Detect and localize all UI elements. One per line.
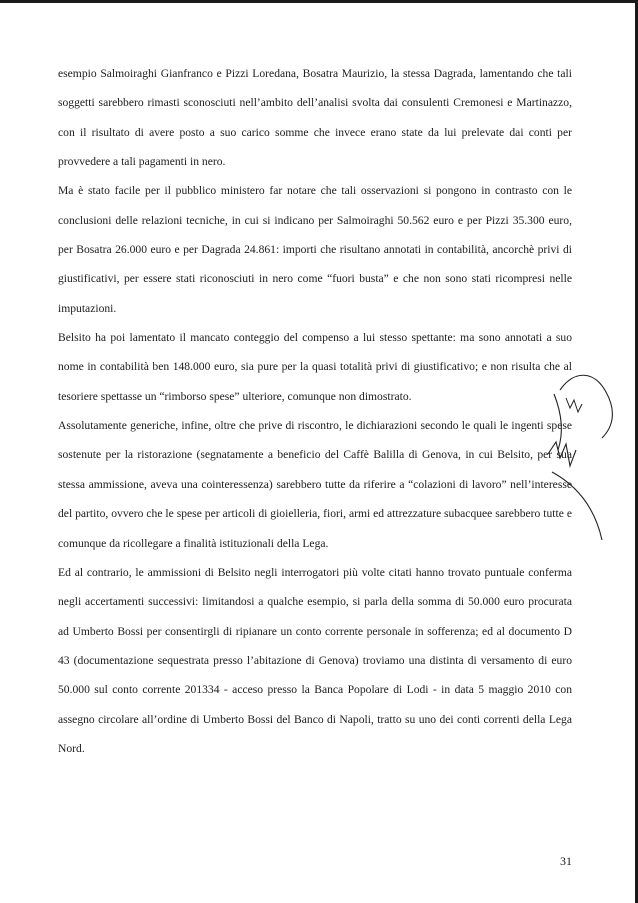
paragraph-1: esempio Salmoiraghi Gianfranco e Pizzi Loredana, Bosatra Maurizio, la stessa Dagrada, lamentando che tali soggetti sarebbero rimasti sconosciuti nell’ambito dell’analisi svolta dai consulenti Cremonesi e Martinazzo, con il risultato di avere posto a suo carico somme che invece erano state da lui prelevate dai conti per provvedere a tali pagamenti in nero. — [58, 67, 572, 169]
page-number: 31 — [560, 854, 572, 868]
handwritten-signature-icon — [544, 354, 634, 554]
page-top-border — [0, 0, 638, 3]
paragraph-4: Assolutamente generiche, infine, oltre che prive di riscontro, le dichiarazioni secondo le quali le ingenti spese sostenute per la ristorazione (segnatamente a beneficio del Caffè Balilla di Genova, in cui Belsito, per sua stessa ammissione, aveva una cointeressenza) sarebbero tutte da riferire a “colazioni di lavoro” nell’interesse del partito, ovvero che le spese per articoli di gioielleria, fiori, armi ed attrezzature subacquee sarebbero tutte e comunque da ricollegare a finalità istituzionali della Lega. — [58, 419, 572, 550]
document-body — [58, 59, 572, 763]
paragraph-5: Ed al contrario, le ammissioni di Belsito negli interrogatori più volte citati hanno trovato puntuale conferma negli accertamenti successivi: limitandosi a qualche esempio, si parla della somma di 50.000 euro procurata ad Umberto Bossi per consentirgli di ripianare un conto corrente personale in sofferenza; ed al documento D 43 (documentazione sequestrata presso l’abitazione di Genova) troviamo una distinta di versamento di euro 50.000 sul conto corrente 201334 - acceso presso la Banca Popolare di Lodi - in data 5 maggio 2010 con assegno circolare all’ordine di Umberto Bossi del Banco di Napoli, tratto su uno dei conti correnti della Lega Nord. — [58, 565, 572, 755]
paragraph-3: Belsito ha poi lamentato il mancato conteggio del compenso a lui stesso spettante: ma sono annotati a suo nome in contabilità ben 148.000 euro, sia pure per la quasi totalità privi di giustificativo; e non risulta che al tesoriere spettasse un “rimborso spese” ulteriore, comunque non dimostrato. — [58, 331, 572, 403]
paragraph-2: Ma è stato facile per il pubblico ministero far notare che tali osservazioni si pongono in contrasto con le conclusioni delle relazioni tecniche, in cui si indicano per Salmoiraghi 50.562 euro e per Pizzi 35.300 euro, per Bosatra 26.000 euro e per Dagrada 24.861: importi che risultano annotati in contabilità, ancorchè privi di giustificativi, per essere stati riconosciuti in nero come “fuori busta” e che non sono stati ricompresi nelle imputazioni. — [58, 184, 572, 315]
